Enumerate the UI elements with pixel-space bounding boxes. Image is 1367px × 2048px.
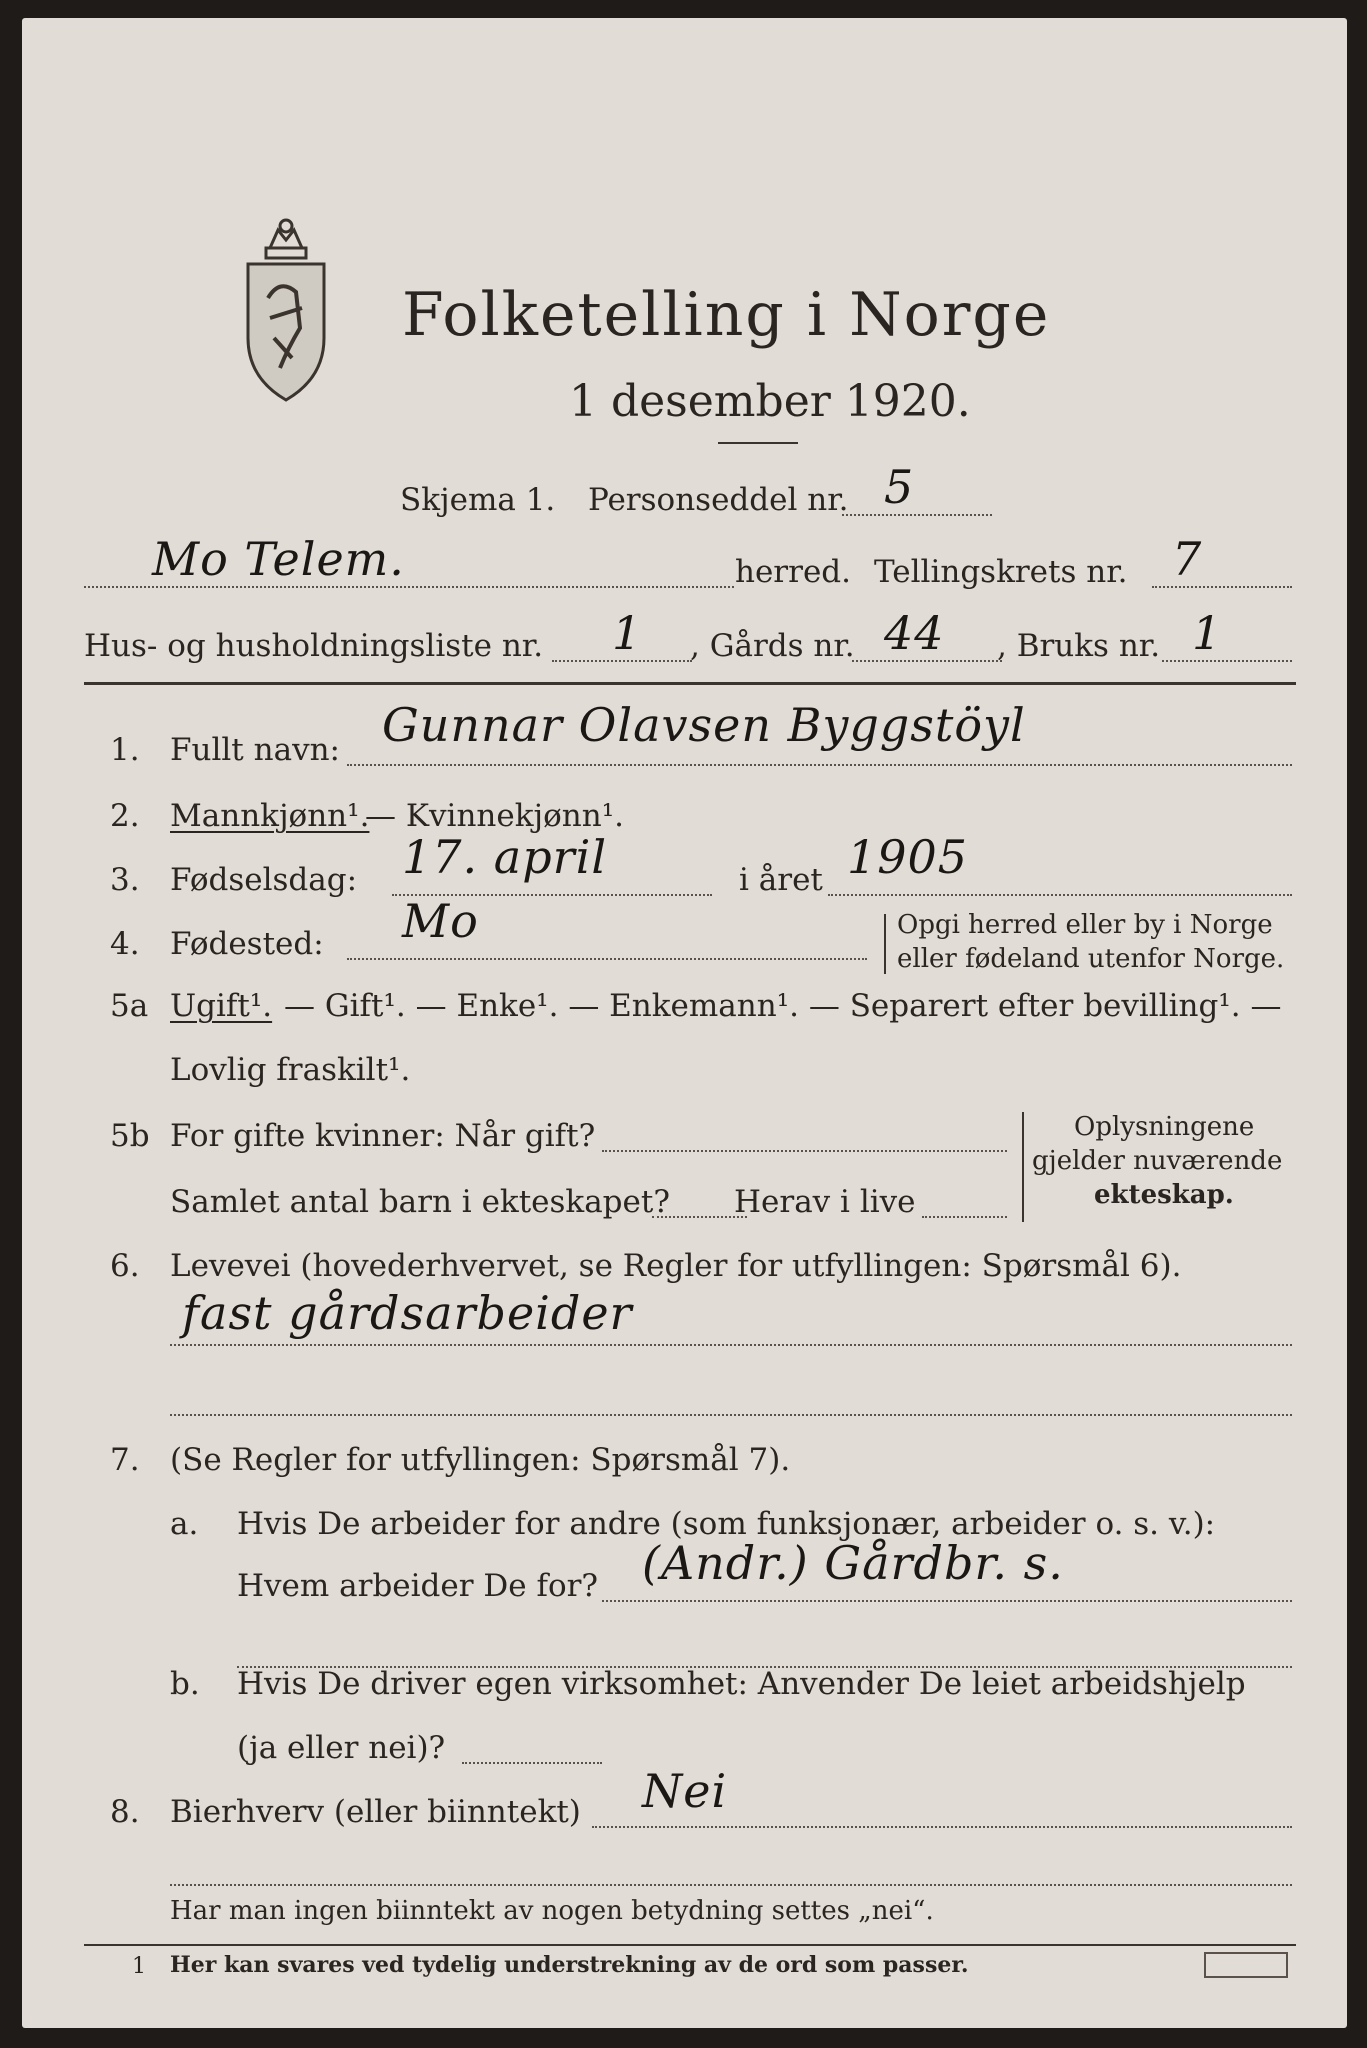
herred-value[interactable]: Mo Telem. xyxy=(152,532,405,586)
tellingskrets-label: Tellingskrets nr. xyxy=(874,554,1128,590)
q5b-number: 5b xyxy=(110,1118,150,1154)
q2-number: 2. xyxy=(110,798,140,834)
printer-stamp xyxy=(1204,1952,1288,1978)
q3-value[interactable]: 17. april xyxy=(402,830,608,884)
q3-year-value[interactable]: 1905 xyxy=(847,830,969,884)
q7b-line xyxy=(462,1762,602,1764)
q4-note-line2: eller fødeland utenfor Norge. xyxy=(897,944,1285,974)
q3-year-label: i året xyxy=(739,862,823,898)
form-date: 1 desember 1920. xyxy=(569,376,971,427)
herred-line xyxy=(84,586,734,588)
q6-label: Levevei (hovederhvervet, se Regler for utfyllingen: Spørsmål 6). xyxy=(170,1248,1182,1284)
bruks-label: , Bruks nr. xyxy=(997,628,1161,664)
q5b-note-line2: gjelder nuværende xyxy=(1032,1146,1283,1176)
gards-value[interactable]: 44 xyxy=(884,606,945,660)
q7a-employer-label: Hvem arbeider De for? xyxy=(237,1568,599,1604)
q1-label: Fullt navn: xyxy=(170,732,340,768)
q4-brace xyxy=(884,914,886,974)
q1-value[interactable]: Gunnar Olavsen Byggstöyl xyxy=(382,698,1026,752)
q2-male-option[interactable]: Mannkjønn¹. xyxy=(170,798,370,834)
q5b-note-line1: Oplysningene xyxy=(1074,1112,1255,1142)
footnote-marker: 1 xyxy=(132,1954,146,1979)
q7a-letter: a. xyxy=(170,1506,199,1542)
q7b-yesno-label: (ja eller nei)? xyxy=(237,1730,446,1766)
q7b-letter: b. xyxy=(170,1666,200,1702)
q5a-unmarried-option[interactable]: Ugift¹. xyxy=(170,988,273,1024)
q7-label: (Se Regler for utfyllingen: Spørsmål 7). xyxy=(170,1442,791,1478)
bruks-line xyxy=(1162,660,1292,662)
q5b-married-label: For gifte kvinner: Når gift? xyxy=(170,1118,596,1154)
q8-line2 xyxy=(170,1884,1292,1886)
q4-label: Fødested: xyxy=(170,926,324,962)
footnote-rule xyxy=(84,1944,1296,1946)
q6-number: 6. xyxy=(110,1248,140,1284)
q6-line2 xyxy=(170,1414,1292,1416)
q8-value[interactable]: Nei xyxy=(642,1764,728,1818)
q1-number: 1. xyxy=(110,732,140,768)
hus-label: Hus- og husholdningsliste nr. xyxy=(84,628,544,664)
q5a-other-options[interactable]: — Gift¹. — Enke¹. — Enkemann¹. — Separert efter bevilling¹. — xyxy=(284,988,1282,1024)
q3-year-line xyxy=(828,894,1292,896)
q8-line1 xyxy=(592,1826,1292,1828)
q4-value[interactable]: Mo xyxy=(402,894,479,948)
personseddel-label: Personseddel nr. xyxy=(588,482,849,518)
q5b-alive-line xyxy=(922,1216,1007,1218)
q7a-label: Hvis De arbeider for andre (som funksjonær, arbeider o. s. v.): xyxy=(237,1506,1216,1542)
q5a-divorced-option[interactable]: Lovlig fraskilt¹. xyxy=(170,1052,411,1088)
q7b-label: Hvis De driver egen virksomhet: Anvender De leiet arbeidshjelp xyxy=(237,1666,1246,1702)
hus-value[interactable]: 1 xyxy=(612,606,643,660)
footer-note: Har man ingen biinntekt av nogen betydning settes „nei“. xyxy=(170,1896,934,1926)
q5a-number: 5a xyxy=(110,988,149,1024)
q8-number: 8. xyxy=(110,1794,140,1830)
title-divider xyxy=(718,442,798,444)
coat-of-arms-icon xyxy=(240,208,332,408)
census-form xyxy=(22,18,1347,2028)
q1-line xyxy=(347,764,1292,766)
q5b-brace xyxy=(1022,1112,1024,1222)
q4-number: 4. xyxy=(110,926,140,962)
footnote-text: Her kan svares ved tydelig understrekning av de ord som passer. xyxy=(170,1952,969,1978)
personseddel-line xyxy=(842,514,992,516)
header-rule xyxy=(84,682,1296,685)
q3-number: 3. xyxy=(110,862,140,898)
q6-line1 xyxy=(170,1344,1292,1346)
q3-label: Fødselsdag: xyxy=(170,862,358,898)
hus-line xyxy=(552,660,692,662)
skjema-label: Skjema 1. xyxy=(400,482,556,518)
q5b-married-line xyxy=(602,1150,1007,1152)
bruks-value[interactable]: 1 xyxy=(1192,606,1223,660)
q2-female-option[interactable]: — Kvinnekjønn¹. xyxy=(365,798,624,834)
herred-label: herred. xyxy=(735,554,851,590)
q4-line xyxy=(347,958,867,960)
personseddel-value[interactable]: 5 xyxy=(884,460,915,514)
q8-label: Bierhverv (eller biinntekt) xyxy=(170,1794,581,1830)
q5b-note-line3: ekteskap. xyxy=(1094,1180,1234,1210)
q7a-value[interactable]: (Andr.) Gårdbr. s. xyxy=(642,1536,1064,1590)
tellingskrets-value[interactable]: 7 xyxy=(1172,532,1203,586)
q4-note-line1: Opgi herred eller by i Norge xyxy=(897,910,1273,940)
q5b-children-line xyxy=(652,1216,747,1218)
form-title: Folketelling i Norge xyxy=(402,280,1051,350)
gards-label: , Gårds nr. xyxy=(690,628,855,664)
q5b-alive-label: Herav i live xyxy=(734,1184,916,1220)
q7a-line1 xyxy=(602,1600,1292,1602)
q7-number: 7. xyxy=(110,1442,140,1478)
tellingskrets-line xyxy=(1152,586,1292,588)
q6-value[interactable]: fast gårdsarbeider xyxy=(182,1286,633,1340)
gards-line xyxy=(852,660,1002,662)
q5b-children-label: Samlet antal barn i ekteskapet? xyxy=(170,1184,670,1220)
